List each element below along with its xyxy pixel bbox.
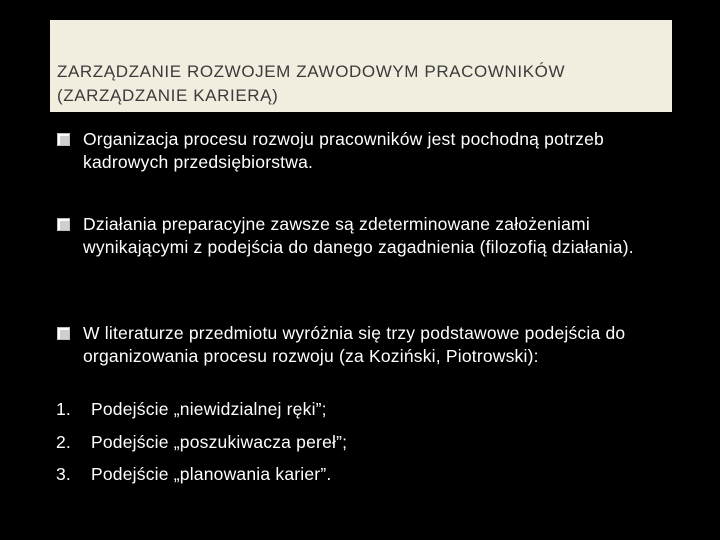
checkbox-bullet-icon [57, 218, 70, 231]
bullet-item [57, 213, 677, 259]
bullet-text: Działania preparacyjne zawsze są zdeterminowane założeniami wynikającymi z podejścia do danego zagadnienia (filozofią działania). [83, 214, 634, 257]
numbered-item [56, 431, 676, 454]
numbered-item [56, 398, 676, 421]
item-number: 1. [56, 399, 71, 419]
item-text: Podejście „poszukiwacza pereł”; [91, 432, 348, 452]
bullet-text: W literaturze przedmiotu wyróżnia się trzy podstawowe podejścia do organizowania procesu rozwoju (za Koziński, Piotrowski): [83, 323, 626, 366]
item-number: 2. [56, 432, 71, 452]
slide-title: ZARZĄDZANIE ROZWOJEM ZAWODOWYM PRACOWNIKÓW (ZARZĄDZANIE KARIERĄ) [57, 62, 566, 105]
checkbox-bullet-icon [57, 327, 70, 340]
numbered-item [56, 463, 676, 486]
item-text: Podejście „planowania karier”. [91, 464, 332, 484]
bullet-item [57, 322, 677, 368]
bullet-item [57, 128, 677, 174]
checkbox-bullet-icon [57, 133, 70, 146]
bullet-text: Organizacja procesu rozwoju pracowników jest pochodną potrzeb kadrowych przedsiębiorstwa. [83, 129, 604, 172]
item-number: 3. [56, 464, 71, 484]
item-text: Podejście „niewidzialnej ręki”; [91, 399, 327, 419]
